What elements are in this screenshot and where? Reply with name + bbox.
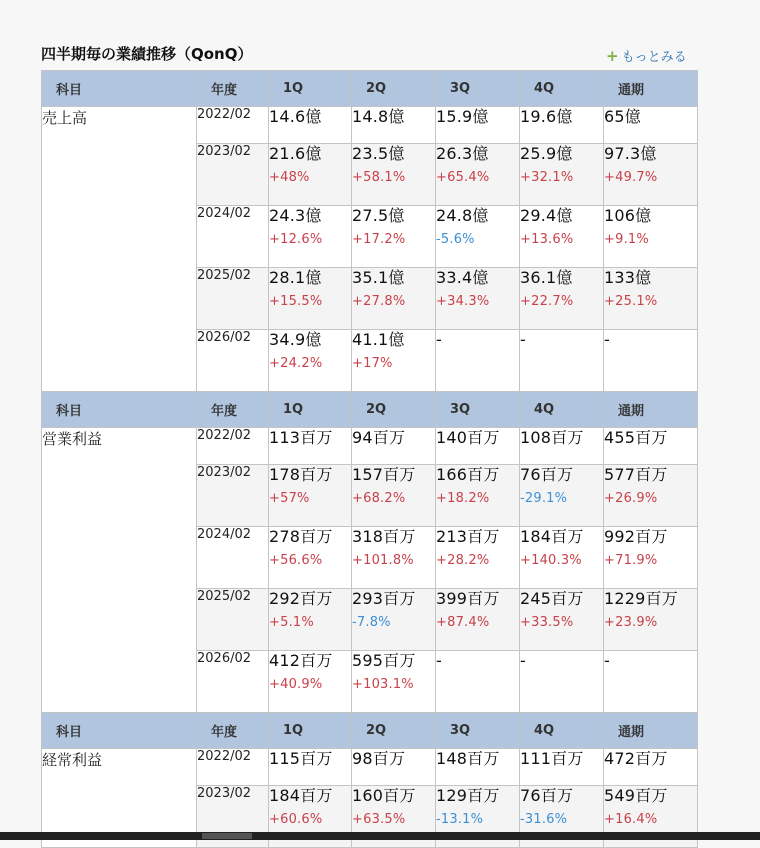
change-rate-text: +9.1% xyxy=(604,232,649,247)
header-cell: 4Q xyxy=(520,713,604,749)
value-cell xyxy=(520,589,604,651)
change-rate-text: +24.2% xyxy=(269,356,323,371)
table-header-row xyxy=(42,71,698,107)
fiscal-year-cell: 2024/02 xyxy=(197,206,269,268)
change-rate-text: +28.2% xyxy=(436,553,490,568)
change-rate-text: +25.1% xyxy=(604,294,658,309)
change-rate-text: -7.8% xyxy=(352,615,391,630)
change-rate-text: -29.1% xyxy=(520,491,568,506)
change-rate-text: +13.6% xyxy=(520,232,574,247)
value-cell xyxy=(269,465,352,527)
header-cell: 3Q xyxy=(436,392,520,428)
value-text: 76百万 xyxy=(520,465,574,484)
scrollbar-thumb[interactable] xyxy=(202,833,252,839)
header-cell: 通期 xyxy=(604,71,698,107)
header-cell: 1Q xyxy=(269,392,352,428)
value-text: 148百万 xyxy=(436,749,500,768)
value-text: 106億 xyxy=(604,206,652,225)
change-rate-text: +101.8% xyxy=(352,553,414,568)
value-text: 14.8億 xyxy=(352,107,405,126)
value-cell xyxy=(604,330,698,392)
more-link[interactable] xyxy=(606,46,687,65)
change-rate-text: +5.1% xyxy=(269,615,314,630)
value-cell xyxy=(604,749,698,786)
value-text: 166百万 xyxy=(436,465,500,484)
value-text: 399百万 xyxy=(436,589,500,608)
value-text: 108百万 xyxy=(520,428,584,447)
value-cell xyxy=(352,749,436,786)
header-cell: 通期 xyxy=(604,713,698,749)
value-cell xyxy=(352,144,436,206)
header-cell: 4Q xyxy=(520,392,604,428)
value-text: 1229百万 xyxy=(604,589,678,608)
value-cell xyxy=(520,428,604,465)
value-cell xyxy=(436,527,520,589)
horizontal-scrollbar[interactable] xyxy=(0,832,760,840)
value-cell xyxy=(436,144,520,206)
fiscal-year-cell: 2022/02 xyxy=(197,749,269,786)
change-rate-text: +65.4% xyxy=(436,170,490,185)
value-text: - xyxy=(520,330,526,349)
value-text: 412百万 xyxy=(269,651,333,670)
value-text: 98百万 xyxy=(352,749,406,768)
change-rate-text: +48% xyxy=(269,170,310,185)
value-text: 157百万 xyxy=(352,465,416,484)
value-text: 160百万 xyxy=(352,786,416,805)
value-cell xyxy=(352,206,436,268)
value-cell xyxy=(436,749,520,786)
value-cell xyxy=(269,107,352,144)
value-text: 129百万 xyxy=(436,786,500,805)
value-text: 111百万 xyxy=(520,749,584,768)
more-link-label: もっとみる xyxy=(621,50,687,65)
change-rate-text: +63.5% xyxy=(352,812,406,827)
section-title: 四半期毎の業績推移（QonQ） xyxy=(41,45,253,63)
change-rate-text: +87.4% xyxy=(436,615,490,630)
header-cell: 3Q xyxy=(436,713,520,749)
value-text: 577百万 xyxy=(604,465,668,484)
value-text: 184百万 xyxy=(269,786,333,805)
header-cell: 2Q xyxy=(352,71,436,107)
value-cell xyxy=(520,527,604,589)
value-cell xyxy=(352,527,436,589)
change-rate-text: +58.1% xyxy=(352,170,406,185)
value-text: 36.1億 xyxy=(520,268,573,287)
value-cell xyxy=(520,268,604,330)
value-text: - xyxy=(604,651,610,670)
value-cell xyxy=(604,527,698,589)
header-cell: 年度 xyxy=(197,392,269,428)
value-text: 278百万 xyxy=(269,527,333,546)
fiscal-year-cell: 2024/02 xyxy=(197,527,269,589)
fiscal-year-cell: 2026/02 xyxy=(197,330,269,392)
value-text: 595百万 xyxy=(352,651,416,670)
value-text: 133億 xyxy=(604,268,652,287)
value-cell xyxy=(269,206,352,268)
header-cell: 3Q xyxy=(436,71,520,107)
value-text: 35.1億 xyxy=(352,268,405,287)
value-cell xyxy=(352,330,436,392)
value-cell xyxy=(269,527,352,589)
change-rate-text: +71.9% xyxy=(604,553,658,568)
change-rate-text: +17% xyxy=(352,356,393,371)
value-text: 140百万 xyxy=(436,428,500,447)
change-rate-text: -31.6% xyxy=(520,812,568,827)
change-rate-text: +56.6% xyxy=(269,553,323,568)
table-row xyxy=(42,749,698,786)
value-text: 113百万 xyxy=(269,428,333,447)
value-text: 213百万 xyxy=(436,527,500,546)
header-cell: 科目 xyxy=(42,713,197,749)
value-text: 992百万 xyxy=(604,527,668,546)
change-rate-text: +60.6% xyxy=(269,812,323,827)
fiscal-year-cell: 2023/02 xyxy=(197,144,269,206)
change-rate-text: +68.2% xyxy=(352,491,406,506)
value-text: 76百万 xyxy=(520,786,574,805)
quarterly-results-table xyxy=(41,70,698,848)
header-cell: 年度 xyxy=(197,713,269,749)
value-text: 97.3億 xyxy=(604,144,657,163)
value-text: 178百万 xyxy=(269,465,333,484)
value-cell xyxy=(436,268,520,330)
change-rate-text: +103.1% xyxy=(352,677,414,692)
change-rate-text: +23.9% xyxy=(604,615,658,630)
value-cell xyxy=(436,428,520,465)
header-cell: 科目 xyxy=(42,392,197,428)
value-cell xyxy=(436,330,520,392)
fiscal-year-cell: 2025/02 xyxy=(197,589,269,651)
change-rate-text: +33.5% xyxy=(520,615,574,630)
value-text: 472百万 xyxy=(604,749,668,768)
value-text: 33.4億 xyxy=(436,268,489,287)
value-cell xyxy=(520,107,604,144)
value-cell xyxy=(269,428,352,465)
value-cell xyxy=(436,465,520,527)
value-cell xyxy=(520,144,604,206)
subject-cell: 営業利益 xyxy=(42,428,197,713)
value-cell xyxy=(604,144,698,206)
value-text: 23.5億 xyxy=(352,144,405,163)
header-cell: 科目 xyxy=(42,71,197,107)
value-cell xyxy=(352,651,436,713)
value-text: 549百万 xyxy=(604,786,668,805)
fiscal-year-cell: 2023/02 xyxy=(197,465,269,527)
fiscal-year-cell: 2022/02 xyxy=(197,428,269,465)
fiscal-year-cell: 2022/02 xyxy=(197,107,269,144)
value-text: 293百万 xyxy=(352,589,416,608)
value-text: 24.8億 xyxy=(436,206,489,225)
value-cell xyxy=(604,651,698,713)
change-rate-text: +34.3% xyxy=(436,294,490,309)
change-rate-text: -13.1% xyxy=(436,812,484,827)
value-cell xyxy=(436,206,520,268)
change-rate-text: +15.5% xyxy=(269,294,323,309)
value-text: 245百万 xyxy=(520,589,584,608)
value-cell xyxy=(604,268,698,330)
change-rate-text: +27.8% xyxy=(352,294,406,309)
value-cell xyxy=(604,206,698,268)
value-cell xyxy=(352,268,436,330)
change-rate-text: +40.9% xyxy=(269,677,323,692)
change-rate-text: +49.7% xyxy=(604,170,658,185)
value-cell xyxy=(604,107,698,144)
header-cell: 2Q xyxy=(352,713,436,749)
value-text: 184百万 xyxy=(520,527,584,546)
value-cell xyxy=(269,749,352,786)
change-rate-text: +22.7% xyxy=(520,294,574,309)
value-cell xyxy=(352,465,436,527)
value-text: 29.4億 xyxy=(520,206,573,225)
value-text: 292百万 xyxy=(269,589,333,608)
plus-icon: + xyxy=(606,47,619,65)
value-cell xyxy=(352,589,436,651)
header-cell: 1Q xyxy=(269,713,352,749)
value-cell xyxy=(269,268,352,330)
value-text: 28.1億 xyxy=(269,268,322,287)
value-cell xyxy=(269,651,352,713)
value-text: 21.6億 xyxy=(269,144,322,163)
change-rate-text: +16.4% xyxy=(604,812,658,827)
value-text: - xyxy=(436,330,442,349)
value-text: 115百万 xyxy=(269,749,333,768)
change-rate-text: +18.2% xyxy=(436,491,490,506)
value-cell xyxy=(604,465,698,527)
value-cell xyxy=(520,330,604,392)
value-text: 455百万 xyxy=(604,428,668,447)
value-text: 19.6億 xyxy=(520,107,573,126)
change-rate-text: -5.6% xyxy=(436,232,475,247)
fiscal-year-cell: 2023/02 xyxy=(197,786,269,848)
value-cell xyxy=(604,589,698,651)
table-header-row xyxy=(42,392,698,428)
table-header-row xyxy=(42,713,698,749)
value-cell xyxy=(520,651,604,713)
subject-cell: 経常利益 xyxy=(42,749,197,848)
value-cell xyxy=(520,206,604,268)
value-text: 65億 xyxy=(604,107,641,126)
change-rate-text: +32.1% xyxy=(520,170,574,185)
value-cell xyxy=(520,749,604,786)
value-cell xyxy=(436,651,520,713)
value-text: 14.6億 xyxy=(269,107,322,126)
value-text: 94百万 xyxy=(352,428,406,447)
value-cell xyxy=(520,465,604,527)
change-rate-text: +26.9% xyxy=(604,491,658,506)
value-cell xyxy=(352,107,436,144)
value-text: 15.9億 xyxy=(436,107,489,126)
value-text: 25.9億 xyxy=(520,144,573,163)
header-cell: 1Q xyxy=(269,71,352,107)
value-cell xyxy=(269,330,352,392)
value-cell xyxy=(269,589,352,651)
value-cell xyxy=(436,107,520,144)
value-text: 24.3億 xyxy=(269,206,322,225)
subject-cell: 売上高 xyxy=(42,107,197,392)
value-text: - xyxy=(520,651,526,670)
table-row xyxy=(42,428,698,465)
value-cell xyxy=(269,144,352,206)
change-rate-text: +17.2% xyxy=(352,232,406,247)
header-cell: 4Q xyxy=(520,71,604,107)
value-cell xyxy=(604,428,698,465)
header-cell: 2Q xyxy=(352,392,436,428)
value-text: 41.1億 xyxy=(352,330,405,349)
value-cell xyxy=(436,589,520,651)
change-rate-text: +140.3% xyxy=(520,553,582,568)
value-cell xyxy=(352,428,436,465)
value-text: - xyxy=(604,330,610,349)
change-rate-text: +57% xyxy=(269,491,310,506)
fiscal-year-cell: 2025/02 xyxy=(197,268,269,330)
header-cell: 年度 xyxy=(197,71,269,107)
value-text: - xyxy=(436,651,442,670)
value-text: 27.5億 xyxy=(352,206,405,225)
value-text: 34.9億 xyxy=(269,330,322,349)
table-row xyxy=(42,107,698,144)
header-cell: 通期 xyxy=(604,392,698,428)
value-text: 318百万 xyxy=(352,527,416,546)
value-text: 26.3億 xyxy=(436,144,489,163)
fiscal-year-cell: 2026/02 xyxy=(197,651,269,713)
change-rate-text: +12.6% xyxy=(269,232,323,247)
